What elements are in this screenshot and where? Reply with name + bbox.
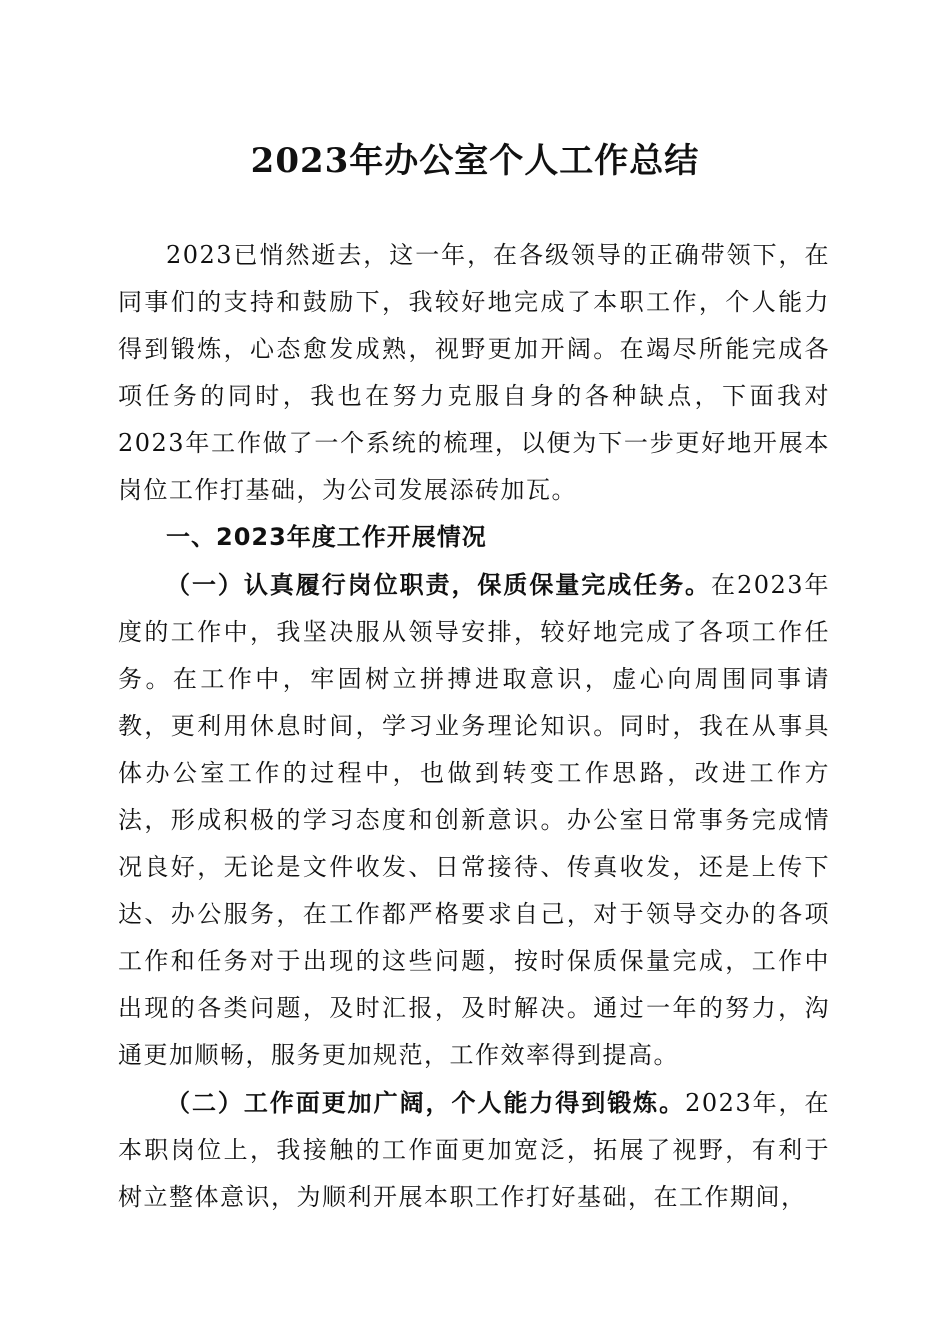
item-2-lead: （二）工作面更加广阔，个人能力得到锻炼。 — [166, 1088, 686, 1117]
section-heading-1: 一、2023年度工作开展情况 — [166, 523, 487, 551]
item-1-lead: （一）认真履行岗位职责，保质保量完成任务。 — [166, 570, 712, 599]
item-paragraph-2 — [118, 1079, 830, 1221]
item-paragraph-1 — [118, 561, 830, 1079]
item-2-body: 2023年，在本职岗位上，我接触的工作面更加宽泛，拓展了视野，有利于树立整体意识，为顺利开展本职工作打好基础，在工作期间， — [118, 1089, 830, 1211]
document-body — [118, 232, 830, 1221]
document-title: 2023年办公室个人工作总结 — [250, 141, 700, 181]
item-1-body: 在2023年度的工作中，我坚决服从领导安排，较好地完成了各项工作任务。在工作中，牢固树立拼搏进取意识，虚心向周围同事请教，更利用休息时间，学习业务理论知识。同时，我在从事具体办公室工作的过程中，也做到转变工作思路，改进工作方法，形成积极的学习态度和创新意识。办公室日常事务完成情况良好，无论是文件收发、日常接待、传真收发，还是上传下达、办公服务，在工作都严格要求自己，对于领导交办的各项工作和任务对于出现的这些问题，按时保质保量完成，工作中出现的各类问题，及时汇报，及时解决。通过一年的努力，沟通更加顺畅，服务更加规范，工作效率得到提高。 — [118, 571, 830, 1069]
intro-paragraph: 2023已悄然逝去，这一年，在各级领导的正确带领下，在同事们的支持和鼓励下，我较好地完成了本职工作，个人能力得到锻炼，心态愈发成熟，视野更加开阔。在竭尽所能完成各项任务的同时，我也在努力克服自身的各种缺点，下面我对2023年工作做了一个系统的梳理，以便为下一步更好地开展本岗位工作打基础，为公司发展添砖加瓦。 — [118, 241, 830, 504]
